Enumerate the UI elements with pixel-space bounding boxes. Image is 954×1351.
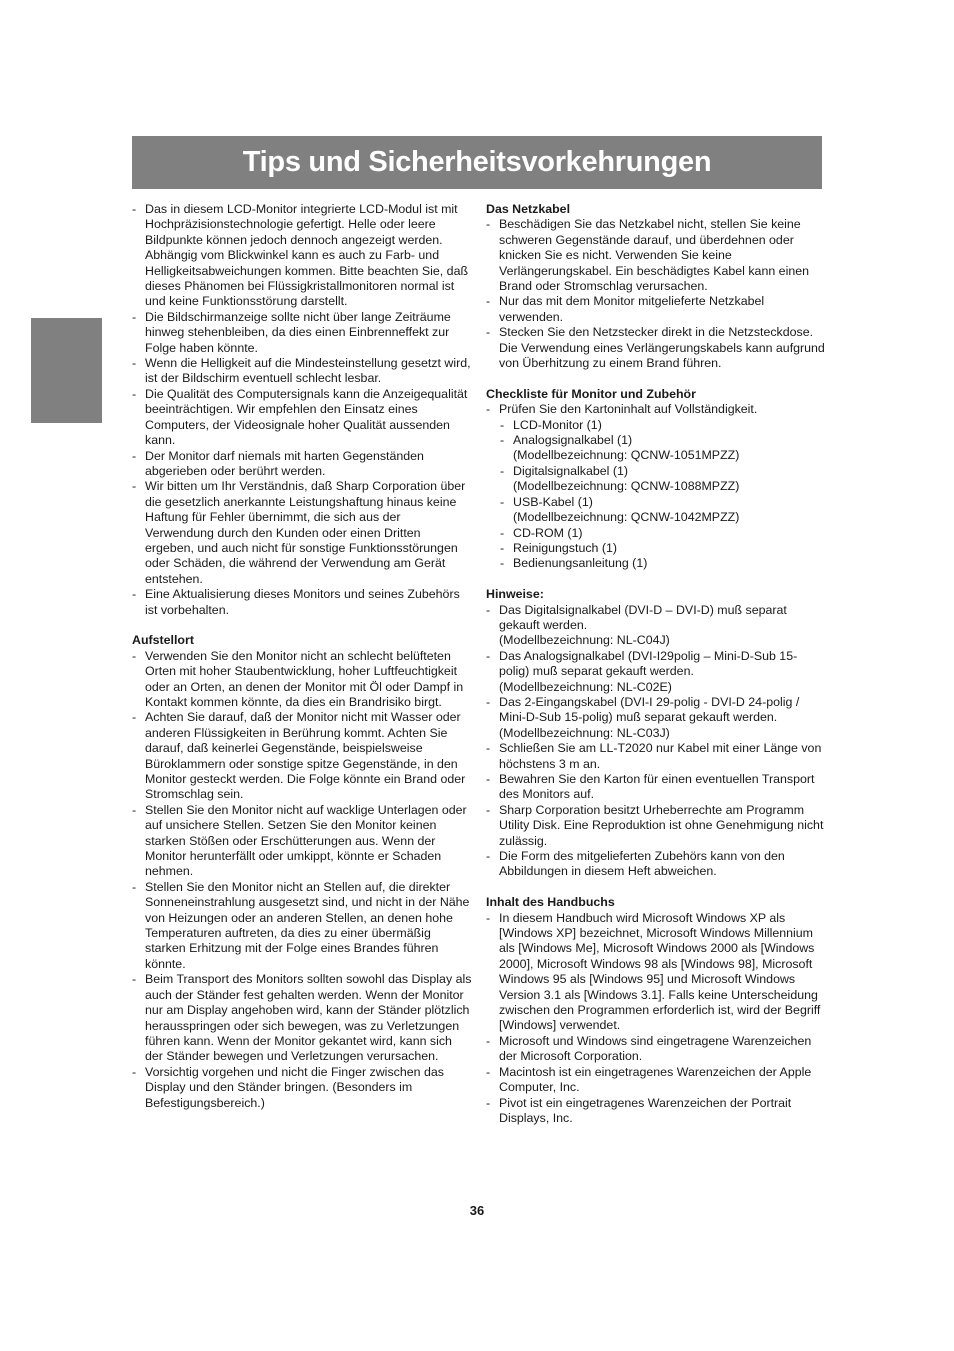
list-item — [132, 1065, 472, 1111]
list-item-text: - Wenn die Helligkeit auf die Mindesteinstellung gesetzt wird, ist der Bildschirm eventuell schlecht lesbar. — [145, 356, 471, 386]
list-item-text: - Die Bildschirmanzeige sollte nicht über lange Zeiträume hinweg stehenbleiben, da dies einen Einbrenneffekt zur Folge haben könnte. — [145, 309, 451, 355]
checkliste-heading: Checkliste für Monitor und Zubehör — [486, 386, 696, 401]
list-item — [132, 649, 472, 711]
list-item — [132, 803, 472, 880]
list-item-text: - Achten Sie darauf, daß der Monitor nicht mit Wasser oder anderen Flüssigkeiten in Berührung kommt. Achten Sie darauf, daß keinerlei Gegenstände, beispielsweise Büroklammern oder sonstige spitze Gegenstände, in den Monitor gesteckt werden. Die Folge könnte ein Brand oder Stromschlag sein. — [145, 710, 466, 802]
list-item — [486, 741, 826, 772]
handbuch-section — [486, 895, 826, 1126]
list-item — [486, 695, 826, 741]
list-item-subtext: (Modellbezeichnung: NL-C02E) — [499, 679, 672, 694]
list-item — [132, 356, 472, 387]
list-item-text: - Wir bitten um Ihr Verständnis, daß Sharp Corporation über die gesetzlich anerkannte Leistungshaftung hinaus keine Haftung für Fehler übernimmt, die sich aus der Verwendung durch den Kunden oder einen Dritten ergeben, und auch nicht für sonstige Funktionsstörungen oder Schäden, die während der Verwendung am Gerät entstehen. — [145, 479, 466, 586]
netzkabel-list — [486, 217, 826, 371]
page-number: 36 — [469, 1203, 485, 1218]
list-item-text: - Stellen Sie den Monitor nicht auf wacklige Unterlagen oder auf unsichere Stellen. Setzen Sie den Monitor keinen starken Stößen oder Erschütterungen aus. Wenn der Monitor herunterfällt oder umkippt, könnte er Schaden nehmen. — [145, 802, 467, 879]
list-item-text: - Das in diesem LCD-Monitor integrierte LCD-Modul ist mit Hochpräzisionstechnologie gefertigt. Helle oder leere Bildpunkte können jedoch dennoch angezeigt werden. Abhängig vom Blickwinkel kann es auch zu Farb- und Helligkeitsabweichungen kommen. Bitte beachten Sie, daß dieses Phänomen bei Flüssigkristallmonitoren normal ist und keine Funktionsstörung darstellt. — [145, 202, 469, 309]
list-item-text: - Stecken Sie den Netzstecker direkt in die Netzsteckdose. Die Verwendung eines Verlängerungskabels kann aufgrund von Überhitzung zu einem Brand führen. — [499, 325, 825, 371]
page-title — [132, 136, 822, 189]
list-item-text: - Beim Transport des Monitors sollten sowohl das Display als auch der Ständer fest gehalten werden. Wenn der Monitor nur am Display angehoben wird, kann der Ständer plötzlich herausspringen oder sich bewegen, was zu Verletzungen führen kann. Wenn der Monitor gekantet wird, kann sich der Ständer bewegen und Verletzungen verursachen. — [145, 972, 472, 1064]
list-item-text: - Vorsichtig vorgehen und nicht die Finger zwischen das Display und den Ständer bringen. (Besonders im Befestigungsbereich.) — [145, 1064, 444, 1110]
list-item — [486, 1065, 826, 1096]
checkliste-intro-list — [486, 402, 826, 417]
list-item-subtext: (Modellbezeichnung: NL-C03J) — [499, 725, 670, 740]
right-column — [486, 202, 826, 1126]
hinweise-list — [486, 603, 826, 880]
netzkabel-heading: Das Netzkabel — [486, 202, 571, 216]
list-item-text: - Verwenden Sie den Monitor nicht an schlecht belüfteten Orten mit hoher Staubentwicklung, hoher Luftfeuchtigkeit oder an Orten, an denen der Monitor mit Öl oder Dampf in Kontakt kommen könnte, da dies ein Brandrisiko birgt. — [145, 648, 464, 709]
list-item-text: - Beschädigen Sie das Netzkabel nicht, stellen Sie keine schweren Gegenstände darauf, und überdehnen oder knicken Sie es nicht. Verwenden Sie keine Verlängerungskabel. Ein beschädigtes Kabel kann einen Brand oder Stromschlag verursachen. — [499, 217, 809, 294]
list-item — [486, 1034, 826, 1065]
list-item — [132, 880, 472, 972]
list-item — [500, 433, 826, 464]
list-item-text: - Prüfen Sie den Kartoninhalt auf Vollständigkeit. — [499, 402, 758, 417]
list-item-text: - Analogsignalkabel (1) — [513, 433, 633, 448]
list-item — [132, 310, 472, 356]
list-item — [486, 603, 826, 649]
list-item — [132, 449, 472, 480]
list-item — [486, 402, 826, 417]
list-item-text: - Pivot ist ein eingetragenes Warenzeichen der Portrait Displays, Inc. — [499, 1095, 792, 1125]
aufstellort-list — [132, 649, 472, 1111]
list-item-text: - Die Qualität des Computersignals kann die Anzeigequalität beeinträchtigen. Wir empfehlen den Einsatz eines Computers, der Videosignale hoher Qualität aussenden kann. — [145, 386, 468, 448]
list-item-text: - Bewahren Sie den Karton für einen eventuellen Transport des Monitors auf. — [499, 772, 815, 802]
netzkabel-section — [486, 202, 826, 371]
list-item-text: - Nur das mit dem Monitor mitgelieferte Netzkabel verwenden. — [499, 294, 765, 324]
side-tab-marker — [31, 318, 102, 423]
list-item-text: - Sharp Corporation besitzt Urheberrechte am Programm Utility Disk. Eine Reproduktion ist ohne Genehmigung nicht zulässig. — [499, 802, 824, 848]
aufstellort-section — [132, 633, 472, 1111]
list-item — [500, 556, 826, 571]
list-item — [486, 803, 826, 849]
handbuch-heading: Inhalt des Handbuchs — [486, 895, 615, 910]
list-item — [486, 217, 826, 294]
page-title-text: Tips und Sicherheitsvorkehrungen — [242, 146, 712, 178]
list-item-text: - Der Monitor darf niemals mit harten Gegenständen abgerieben oder berührt werden. — [145, 448, 424, 478]
list-item — [132, 972, 472, 1064]
list-item — [500, 495, 826, 526]
aufstellort-heading: Aufstellort — [132, 633, 194, 648]
list-item-subtext: (Modellbezeichnung: QCNW-1051MPZZ) — [513, 448, 740, 463]
list-item-text: - LCD-Monitor (1) — [513, 417, 602, 432]
list-item — [486, 911, 826, 1034]
left-column — [132, 202, 472, 1111]
list-item — [486, 294, 826, 325]
list-item — [132, 587, 472, 618]
list-item-text: - Eine Aktualisierung dieses Monitors und seines Zubehörs ist vorbehalten. — [145, 587, 460, 617]
list-item-text: - Stellen Sie den Monitor nicht an Stellen auf, die direkter Sonneneinstrahlung ausgesetzt sind, und nicht in der Nähe von Heizungen oder an anderen Stellen, an denen hohe Temperaturen auftreten, da dies zu einer übermäßig starken Erhitzung mit der Folge eines Brandes führen könnte. — [145, 879, 470, 971]
list-item — [486, 649, 826, 695]
list-item — [132, 479, 472, 587]
intro-list — [132, 202, 472, 618]
list-item-text: - In diesem Handbuch wird Microsoft Windows XP als [Windows XP] bezeichnet, Microsoft Windows Millennium als [Windows Me], Microsoft Windows 2000 als [Windows 2000], Microsoft Windows 98 als [Windows 98], Microsoft Windows 95 als [Windows 95] und Microsoft Windows Version 3.1 als [Windows 3.1]. Falls keine Unterscheidung zwischen den Programmen erforderlich ist, wird der Begriff [Windows] verwendet. — [499, 910, 821, 1033]
list-item-subtext: (Modellbezeichnung: QCNW-1088MPZZ) — [513, 479, 740, 494]
list-item-text: - USB-Kabel (1) — [513, 494, 593, 509]
list-item — [486, 772, 826, 803]
handbuch-list — [486, 911, 826, 1127]
list-item-text: - Das Digitalsignalkabel (DVI-D – DVI-D) muß separat gekauft werden. — [499, 602, 787, 632]
list-item-text: - Die Form des mitgelieferten Zubehörs kann von den Abbildungen in diesem Heft abweichen. — [499, 849, 785, 879]
list-item-text: - Das Analogsignalkabel (DVI-I29polig – Mini-D-Sub 15-polig) muß separat gekauft werden. — [499, 648, 798, 679]
checkliste-list — [486, 418, 826, 572]
list-item-text: - Das 2-Eingangskabel (DVI-I 29-polig - DVI-D 24-polig / Mini-D-Sub 15-polig) muß separat gekauft werden. — [499, 694, 800, 725]
list-item-text: - Digitalsignalkabel (1) — [513, 463, 629, 478]
list-item — [500, 418, 826, 433]
list-item — [500, 464, 826, 495]
checkliste-section — [486, 387, 826, 572]
intro-section — [132, 202, 472, 618]
list-item-text: - CD-ROM (1) — [513, 525, 583, 540]
list-item — [486, 1096, 826, 1127]
list-item — [500, 526, 826, 541]
hinweise-heading: Hinweise: — [486, 587, 544, 602]
list-item-text: - Macintosh ist ein eingetragenes Warenzeichen der Apple Computer, Inc. — [499, 1064, 812, 1095]
list-item-subtext: (Modellbezeichnung: NL-C04J) — [499, 633, 670, 648]
list-item — [132, 387, 472, 449]
list-item — [132, 710, 472, 802]
list-item — [132, 202, 472, 310]
list-item — [486, 849, 826, 880]
list-item-text: - Microsoft und Windows sind eingetragene Warenzeichen der Microsoft Corporation. — [499, 1033, 812, 1064]
list-item-subtext: (Modellbezeichnung: QCNW-1042MPZZ) — [513, 510, 740, 525]
list-item-text: - Schließen Sie am LL-T2020 nur Kabel mit einer Länge von höchstens 3 m an. — [499, 741, 822, 771]
list-item-text: - Bedienungsanleitung (1) — [513, 556, 648, 571]
list-item-text: - Reinigungstuch (1) — [513, 540, 618, 555]
hinweise-section — [486, 587, 826, 880]
list-item — [486, 325, 826, 371]
list-item — [500, 541, 826, 556]
